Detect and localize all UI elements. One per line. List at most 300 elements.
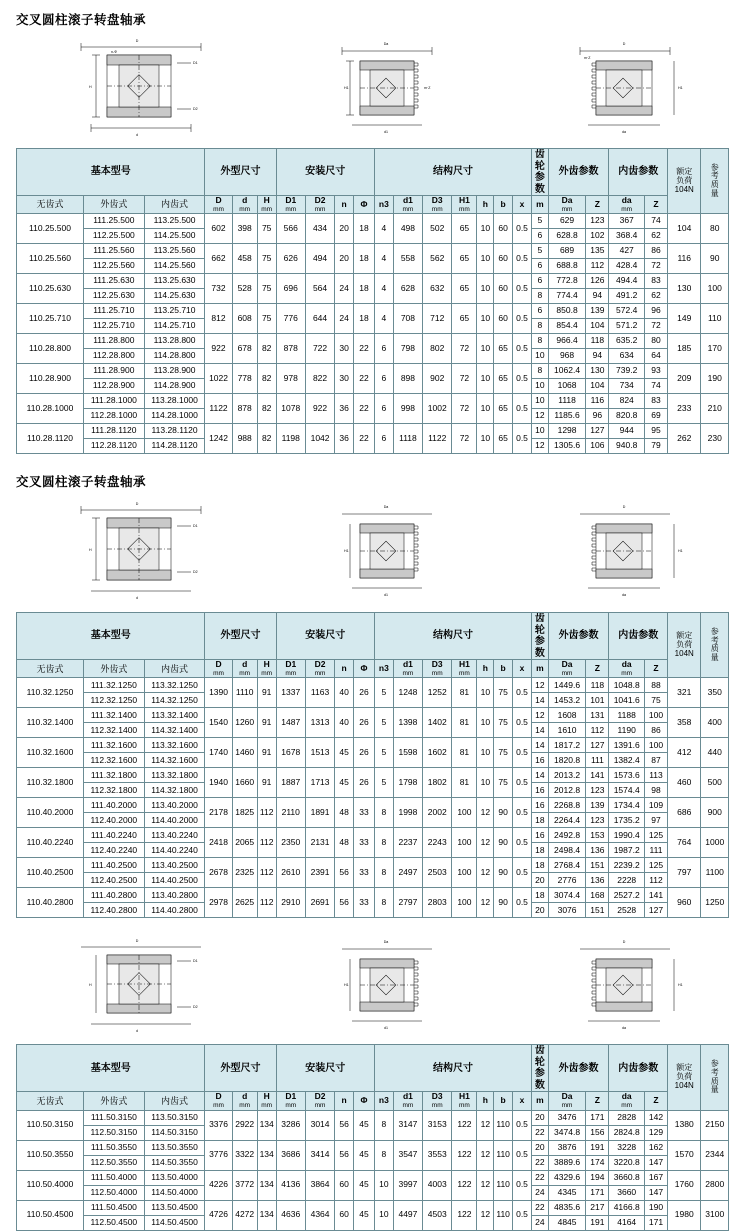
hdr2-D: D mm [205, 660, 232, 678]
table-cell: 81 [452, 708, 477, 738]
table-cell: 2498.4 [548, 843, 586, 858]
table-cell: 2110 [276, 798, 305, 828]
table-cell: 56 [335, 858, 354, 888]
table-cell: 802 [423, 334, 452, 364]
table-cell: 4845 [548, 1215, 586, 1230]
svg-text:m·Z: m·Z [584, 56, 591, 60]
table-cell: 732 [205, 274, 232, 304]
table-cell: 75 [644, 693, 667, 708]
table-cell: 1540 [205, 708, 232, 738]
svg-text:Da: Da [384, 940, 389, 945]
hdr2-D3: D3 mm [423, 660, 452, 678]
table-cell: 1242 [205, 424, 232, 454]
table-cell: 1891 [305, 798, 334, 828]
hdr2-h: h [477, 660, 494, 678]
table-cell: 72 [644, 319, 667, 334]
table-cell: 114.40.2240 [144, 843, 205, 858]
drawing-row-2 [0, 494, 745, 606]
table-cell: 4345 [548, 1185, 586, 1200]
table-cell: 111.50.3550 [83, 1140, 144, 1155]
table-cell: 110 [494, 1200, 513, 1230]
table-row [17, 768, 729, 783]
table-cell: 109 [644, 798, 667, 813]
table-cell: 101 [586, 693, 609, 708]
table-cell: 10 [477, 424, 494, 454]
table-cell: 112.50.3150 [83, 1125, 144, 1140]
table-cell: 662 [205, 244, 232, 274]
table-cell: 111.40.2500 [83, 858, 144, 873]
table-cell: 8 [374, 1110, 393, 1140]
table-cell: 5 [374, 708, 393, 738]
hdr2-ref-mass: 参 考 质 量 [701, 613, 729, 678]
svg-text:H1: H1 [678, 983, 683, 988]
table-cell: 0.5 [513, 828, 532, 858]
table-cell: 130 [668, 274, 701, 304]
hdr-D1: D1 mm [276, 196, 305, 214]
table-cell: 1887 [276, 768, 305, 798]
table-row [17, 738, 729, 753]
table-cell: 100 [701, 274, 729, 304]
bearing-drawing-no-gear-3 [41, 933, 231, 1033]
hdr-d: d mm [232, 196, 257, 214]
table-cell: 854.4 [548, 319, 586, 334]
table-cell: 0.5 [513, 244, 532, 274]
hdr-D: D mm [205, 196, 232, 214]
table-cell: 134 [257, 1110, 276, 1140]
spec-table-2-body [17, 678, 729, 918]
table-cell: 111.28.1120 [83, 424, 144, 439]
svg-text:d: d [135, 133, 138, 137]
hdr-H1: H1 mm [452, 196, 477, 214]
table-cell: 191 [586, 1140, 609, 1155]
table-cell: 3414 [305, 1140, 334, 1170]
table-cell: 123 [586, 214, 609, 229]
hdr3-outer-dim: 外型尺寸 [205, 1045, 276, 1092]
hdr3-ext-gear-type: 外齿式 [83, 1092, 144, 1110]
table-cell: 1062.4 [548, 364, 586, 379]
table-cell: 111.25.710 [83, 304, 144, 319]
table-cell: 130 [586, 364, 609, 379]
table-cell: 634 [609, 349, 645, 364]
hdr3-basic-model: 基本型号 [17, 1045, 205, 1092]
table-cell: 776 [276, 304, 305, 334]
table-cell: 18 [531, 888, 548, 903]
table-cell: 4835.6 [548, 1200, 586, 1215]
table-cell: 1402 [423, 708, 452, 738]
table-cell: 608 [232, 304, 257, 334]
table-cell: 8 [374, 828, 393, 858]
table-cell: 96 [586, 409, 609, 424]
table-cell: 10 [531, 379, 548, 394]
table-cell: 1002 [423, 394, 452, 424]
svg-text:m·Z: m·Z [424, 86, 431, 90]
svg-text:D: D [135, 939, 139, 944]
table-cell: 3660.8 [609, 1170, 645, 1185]
table-cell: 233 [668, 394, 701, 424]
table-cell: 113.32.1600 [144, 738, 205, 753]
table-cell: 1068 [548, 379, 586, 394]
table-cell: 988 [232, 424, 257, 454]
table-cell: 139 [586, 798, 609, 813]
svg-text:da: da [622, 130, 627, 134]
table-cell: 22 [354, 424, 375, 454]
table-cell: 12 [531, 708, 548, 723]
hdr3-D2: D2 mm [305, 1092, 334, 1110]
table-cell: 114.40.2500 [144, 873, 205, 888]
table-row [17, 678, 729, 693]
table-cell: 1185.6 [548, 409, 586, 424]
table-cell: 114.32.1250 [144, 693, 205, 708]
table-cell: 100 [452, 828, 477, 858]
table-cell: 12 [477, 1200, 494, 1230]
table-cell: 14 [531, 693, 548, 708]
table-cell: 24 [335, 274, 354, 304]
table-cell: 1998 [393, 798, 422, 828]
table-cell: 113.28.1000 [144, 394, 205, 409]
table-cell: 64 [644, 349, 667, 364]
table-cell: 712 [423, 304, 452, 334]
table-cell: 0.5 [513, 304, 532, 334]
bearing-drawing-internal-gear-3 [544, 933, 704, 1033]
table-cell: 1190 [609, 723, 645, 738]
hdr2-m: m [531, 660, 548, 678]
table-cell: 112.40.2000 [83, 813, 144, 828]
table-cell: 116 [668, 244, 701, 274]
table-cell: 1513 [305, 738, 334, 768]
table-cell: 3889.6 [548, 1155, 586, 1170]
table-cell: 2910 [276, 888, 305, 918]
table-cell: 0.5 [513, 798, 532, 828]
table-cell: 564 [305, 274, 334, 304]
table-cell: 111.32.1800 [83, 768, 144, 783]
table-cell: 136 [586, 873, 609, 888]
table-cell: 2350 [276, 828, 305, 858]
table-cell: 112.32.1800 [83, 783, 144, 798]
table-cell: 8 [531, 319, 548, 334]
table-cell: 4136 [276, 1170, 305, 1200]
table-cell: 106 [586, 439, 609, 454]
table-cell: 134 [257, 1170, 276, 1200]
table-cell: 412 [668, 738, 701, 768]
table-cell: 113.32.1400 [144, 708, 205, 723]
table-cell: 83 [644, 274, 667, 289]
table-cell: 16 [531, 828, 548, 843]
table-cell: 1487 [276, 708, 305, 738]
table-cell: 113.40.2800 [144, 888, 205, 903]
table-cell: 112 [257, 858, 276, 888]
table-cell: 1305.6 [548, 439, 586, 454]
hdr3-b: b [494, 1092, 513, 1110]
table-cell: 113.25.500 [144, 214, 205, 229]
table-cell: 114.32.1400 [144, 723, 205, 738]
hdr-Da: Da mm [548, 196, 586, 214]
table-cell: 734 [609, 379, 645, 394]
table-cell: 20 [531, 1110, 548, 1125]
table-cell: 24 [531, 1185, 548, 1200]
table-cell: 110.50.3150 [17, 1110, 84, 1140]
table-cell: 60 [335, 1200, 354, 1230]
table-cell: 966.4 [548, 334, 586, 349]
hdr3-n: n [335, 1092, 354, 1110]
table-row [17, 304, 729, 319]
table-cell: 1608 [548, 708, 586, 723]
table-cell: 978 [276, 364, 305, 394]
table-cell: 4636 [276, 1200, 305, 1230]
table-cell: 960 [668, 888, 701, 918]
table-cell: 10 [477, 708, 494, 738]
table-cell: 850.8 [548, 304, 586, 319]
table-cell: 2492.8 [548, 828, 586, 843]
table-cell: 111.50.4000 [83, 1170, 144, 1185]
hdr2-D2: D2 mm [305, 660, 334, 678]
table-cell: 1100 [701, 858, 729, 888]
table-cell: 112.28.1120 [83, 439, 144, 454]
table-cell: 500 [701, 768, 729, 798]
table-cell: 60 [494, 274, 513, 304]
table-cell: 12 [531, 678, 548, 693]
svg-text:D2: D2 [192, 107, 198, 111]
hdr2-struct-dim: 结构尺寸 [374, 613, 531, 660]
table-cell: 0.5 [513, 858, 532, 888]
spec-table-1 [16, 148, 729, 454]
table-cell: 2824.8 [609, 1125, 645, 1140]
table-cell: 86 [644, 244, 667, 259]
table-cell: 131 [586, 708, 609, 723]
table-cell: 122 [452, 1170, 477, 1200]
table-cell: 134 [257, 1140, 276, 1170]
table-cell: 113.50.4000 [144, 1170, 205, 1185]
table-cell: 12 [531, 409, 548, 424]
table-cell: 440 [701, 738, 729, 768]
table-cell: 113.40.2500 [144, 858, 205, 873]
table-cell: 116 [586, 394, 609, 409]
table-cell: 2768.4 [548, 858, 586, 873]
table-cell: 6 [531, 304, 548, 319]
catalog-page [0, 10, 745, 1231]
hdr3-D: D mm [205, 1092, 232, 1110]
table-cell: 1990.4 [609, 828, 645, 843]
table-cell: 3553 [423, 1140, 452, 1170]
table-cell: 1460 [232, 738, 257, 768]
svg-text:da: da [622, 1026, 627, 1031]
table-cell: 45 [354, 1200, 375, 1230]
table-cell: 118 [586, 678, 609, 693]
table-cell: 110.28.1120 [17, 424, 84, 454]
table-cell: 80 [701, 214, 729, 244]
hdr-Zd: Z [644, 196, 667, 214]
hdr3-gear-param: 齿轮参数 [531, 1045, 548, 1092]
table-cell: 48 [335, 828, 354, 858]
table-cell: 427 [609, 244, 645, 259]
table-cell: 81 [452, 768, 477, 798]
table-cell: 65 [494, 364, 513, 394]
table-cell: 102 [586, 229, 609, 244]
table-cell: 2002 [423, 798, 452, 828]
table-cell: 20 [335, 244, 354, 274]
table-cell: 3100 [701, 1200, 729, 1230]
table-cell: 110.40.2500 [17, 858, 84, 888]
table-cell: 20 [531, 1140, 548, 1155]
table-cell: 112 [257, 828, 276, 858]
table-row [17, 798, 729, 813]
svg-text:D: D [135, 39, 139, 43]
table-cell: 127 [644, 903, 667, 918]
table-cell: 0.5 [513, 888, 532, 918]
table-cell: 8 [374, 798, 393, 828]
table-cell: 494.4 [609, 274, 645, 289]
hdr2-H1: H1 mm [452, 660, 477, 678]
table-cell: 4166.8 [609, 1200, 645, 1215]
section-title-2: 交叉圆柱滚子转盘轴承 [16, 475, 147, 490]
table-cell: 112 [257, 798, 276, 828]
table-cell: 112 [644, 873, 667, 888]
table-cell: 2013.2 [548, 768, 586, 783]
hdr-ext-gear: 外齿参数 [548, 149, 609, 196]
table-cell: 2776 [548, 873, 586, 888]
table-cell: 8 [531, 364, 548, 379]
hdr-da: da mm [609, 196, 645, 214]
table-cell: 5 [374, 678, 393, 708]
table-cell: 14 [531, 723, 548, 738]
hdr-rated-load: 额定 负荷 104N [668, 149, 701, 214]
table-cell: 100 [452, 888, 477, 918]
table-cell: 110.50.4000 [17, 1170, 84, 1200]
table-cell: 2268.8 [548, 798, 586, 813]
table-cell: 153 [586, 828, 609, 843]
table-cell: 2391 [305, 858, 334, 888]
table-cell: 110.28.1000 [17, 394, 84, 424]
table-cell: 100 [644, 738, 667, 753]
svg-text:D: D [622, 42, 626, 46]
table-cell: 1252 [423, 678, 452, 708]
table-cell: 0.5 [513, 364, 532, 394]
table-cell: 110.40.2240 [17, 828, 84, 858]
table-cell: 2228 [609, 873, 645, 888]
svg-text:D2: D2 [192, 1005, 198, 1010]
table-cell: 1313 [305, 708, 334, 738]
table-cell: 91 [257, 678, 276, 708]
table-cell: 191 [586, 1215, 609, 1230]
table-cell: 80 [644, 334, 667, 349]
table-cell: 45 [354, 1170, 375, 1200]
table-cell: 1449.6 [548, 678, 586, 693]
table-cell: 90 [494, 858, 513, 888]
table-cell: 3074.4 [548, 888, 586, 903]
table-cell: 602 [205, 214, 232, 244]
table-cell: 0.5 [513, 214, 532, 244]
table-cell: 113.28.1120 [144, 424, 205, 439]
table-cell: 772.8 [548, 274, 586, 289]
table-cell: 111.40.2000 [83, 798, 144, 813]
spec-table-2-head [17, 613, 729, 678]
table-cell: 110.25.630 [17, 274, 84, 304]
hdr3-no-gear-type: 无齿式 [17, 1092, 84, 1110]
table-cell: 1337 [276, 678, 305, 708]
table-cell: 190 [701, 364, 729, 394]
table-cell: 558 [393, 244, 422, 274]
hdr3-n3: n3 [374, 1092, 393, 1110]
table-cell: 114.25.500 [144, 229, 205, 244]
table-cell: 110 [494, 1110, 513, 1140]
table-cell: 72 [452, 394, 477, 424]
hdr-ref-mass: 参 考 质 量 [701, 149, 729, 214]
table-cell: 45 [354, 1140, 375, 1170]
table-cell: 0.5 [513, 1170, 532, 1200]
table-cell: 114.25.630 [144, 289, 205, 304]
table-cell: 185 [668, 334, 701, 364]
table-cell: 4503 [423, 1200, 452, 1230]
table-cell: 3076 [548, 903, 586, 918]
svg-text:d: d [135, 1029, 138, 1034]
spec-table-3 [16, 1044, 729, 1230]
table-cell: 8 [531, 289, 548, 304]
table-cell: 20 [531, 873, 548, 888]
table-cell: 1118 [548, 394, 586, 409]
svg-text:D1: D1 [192, 524, 198, 529]
table-cell: 1598 [393, 738, 422, 768]
table-cell: 135 [586, 244, 609, 259]
table-cell: 112 [257, 888, 276, 918]
table-cell: 91 [257, 738, 276, 768]
table-cell: 12 [477, 1170, 494, 1200]
table-cell: 114.28.800 [144, 349, 205, 364]
table-cell: 1042 [305, 424, 334, 454]
table-cell: 562 [423, 244, 452, 274]
table-cell: 2131 [305, 828, 334, 858]
table-cell: 36 [335, 394, 354, 424]
hdr2-int-gear: 内齿参数 [609, 613, 668, 660]
table-cell: 123 [586, 783, 609, 798]
table-cell: 2503 [423, 858, 452, 888]
hdr-mount-dim: 安装尺寸 [276, 149, 374, 196]
table-cell: 171 [644, 1215, 667, 1230]
table-cell: 114.28.900 [144, 379, 205, 394]
table-cell: 40 [335, 708, 354, 738]
table-cell: 112.50.4500 [83, 1215, 144, 1230]
table-cell: 114.50.4500 [144, 1215, 205, 1230]
table-cell: 739.2 [609, 364, 645, 379]
table-cell: 141 [644, 888, 667, 903]
table-cell: 491.2 [609, 289, 645, 304]
table-cell: 1798 [393, 768, 422, 798]
drawing-row-3 [0, 928, 745, 1038]
hdr2-x: x [513, 660, 532, 678]
table-cell: 4164 [609, 1215, 645, 1230]
table-cell: 171 [586, 1110, 609, 1125]
svg-text:D1: D1 [192, 61, 198, 65]
hdr-ext-gear-type: 外齿式 [83, 196, 144, 214]
hdr2-rated-load: 额定 负荷 104N [668, 613, 701, 678]
table-cell: 62 [644, 229, 667, 244]
table-cell: 12 [477, 888, 494, 918]
table-cell: 2828 [609, 1110, 645, 1125]
table-cell: 22 [531, 1125, 548, 1140]
table-cell: 90 [494, 888, 513, 918]
table-cell: 113.50.3550 [144, 1140, 205, 1155]
table-cell: 112.28.900 [83, 379, 144, 394]
table-cell: 60 [494, 214, 513, 244]
table-cell: 72 [452, 334, 477, 364]
table-cell: 91 [257, 708, 276, 738]
svg-text:n-Φ: n-Φ [110, 50, 117, 54]
table-cell: 156 [586, 1125, 609, 1140]
table-row [17, 1170, 729, 1185]
table-cell: 1250 [701, 888, 729, 918]
table-cell: 151 [586, 858, 609, 873]
svg-text:da: da [622, 593, 627, 598]
table-cell: 878 [276, 334, 305, 364]
table-cell: 878 [232, 394, 257, 424]
